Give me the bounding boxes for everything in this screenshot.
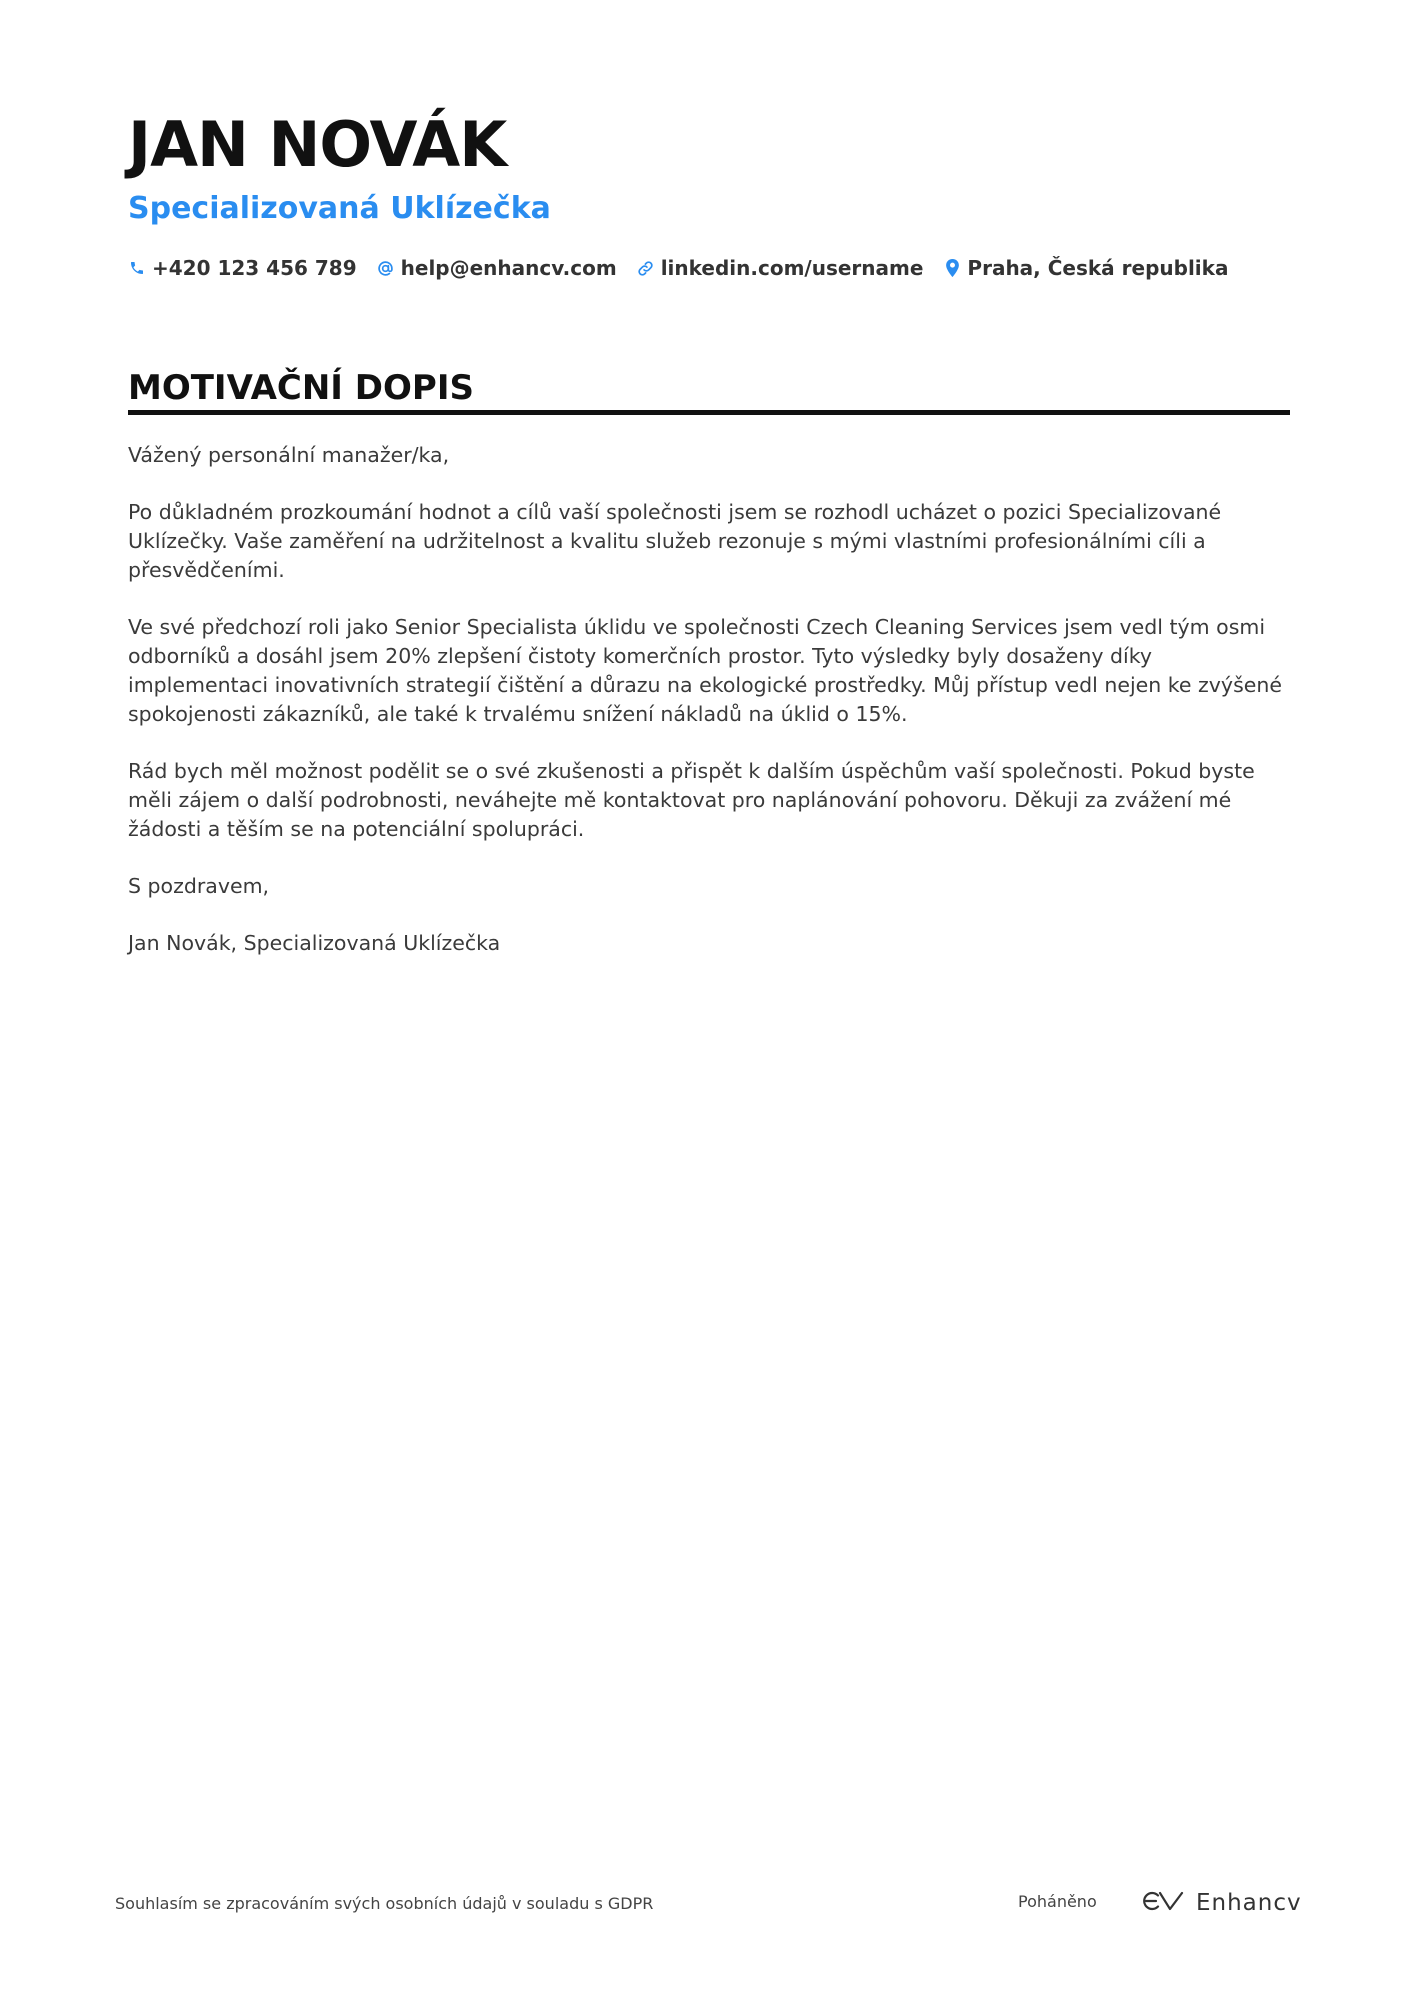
enhancv-logo-icon: [1138, 1889, 1184, 1918]
at-icon: [377, 259, 395, 277]
letter-signature: Jan Novák, Specializovaná Uklízečka: [128, 931, 501, 955]
section-title: MOTIVAČNÍ DOPIS: [128, 368, 474, 408]
contact-linkedin: [637, 256, 924, 280]
letter-greeting: Vážený personální manažer/ka,: [128, 443, 450, 467]
letter-paragraph: Rád bych měl možnost podělit se o své zkušenosti a přispět k dalším úspěchům vaší společnosti. Pokud byste měli zájem o další podrobnosti, neváhejte mě kontaktovat pro naplánování pohovoru. Děkuji za zvážení mé žádosti a těším se na potenciální spolupráci.: [128, 759, 1255, 841]
contact-email-text: help@enhancv.com: [400, 256, 617, 280]
location-pin-icon: [943, 259, 961, 277]
powered-by-label: Poháněno: [1018, 1892, 1097, 1911]
contact-linkedin-text: linkedin.com/username: [660, 256, 924, 280]
letter-body: [128, 441, 1296, 986]
enhancv-brand-name: Enhancv: [1196, 1890, 1302, 1916]
contact-email: [377, 256, 617, 280]
contact-location-text: Praha, Česká republika: [967, 256, 1229, 280]
gdpr-consent-text: Souhlasím se zpracováním svých osobních údajů v souladu s GDPR: [115, 1894, 654, 1913]
enhancv-brand-logo: [1138, 1879, 1302, 1927]
letter-paragraph: Ve své předchozí roli jako Senior Specialista úklidu ve společnosti Czech Cleaning Services jsem vedl tým osmi odborníků a dosáhl jsem 20% zlepšení čistoty komerčních prostor. Tyto výsledky byly dosaženy díky implementaci inovativních strategií čištění a důrazu na ekologické prostředky. Můj přístup vedl nejen ke zvýšené spokojenosti zákazníků, ale také k trvalému snížení nákladů na úklid o 15%.: [128, 615, 1282, 726]
letter-paragraph: Po důkladném prozkoumání hodnot a cílů vaší společnosti jsem se rozhodl ucházet o pozici Specializované Uklízečky. Vaše zaměření na udržitelnost a kvalitu služeb rezonuje s mými vlastními profesionálními cíli a přesvědčeními.: [128, 500, 1222, 582]
contact-phone-text: +420 123 456 789: [152, 256, 357, 280]
candidate-role: Specializovaná Uklízečka: [128, 191, 551, 226]
phone-icon: [128, 259, 146, 277]
contact-phone: [128, 256, 357, 280]
contact-bar: [128, 252, 1228, 284]
candidate-name: JAN NOVÁK: [128, 108, 507, 181]
contact-location: [943, 256, 1228, 280]
letter-closing: S pozdravem,: [128, 874, 270, 898]
link-icon: [637, 259, 655, 277]
section-divider: [128, 410, 1290, 415]
